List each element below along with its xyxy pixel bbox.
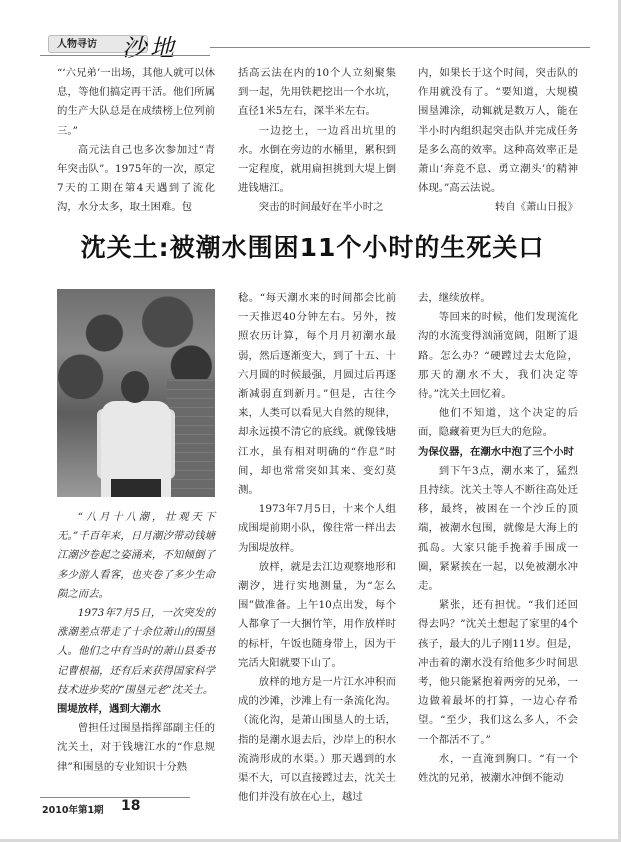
footer-rule: [40, 797, 190, 798]
paragraph: 1973年7月5日，十来个人组成围堤前期小队，像往常一样出去为围堤放样。: [238, 503, 396, 554]
paragraph: 放样，就是去江边观察地形和潮汐，进行实地测量，为“怎么围”做准备。上午10点出发，每个人都拿了一大捆竹竿，用作放样时的标杆，午饭也随身带上，因为干完活大阳就要下山了。: [238, 560, 396, 669]
paragraph: 稔。“每天潮水来的时间都会比前一天推迟40分钟左右。另外，按照农历计算，每个月月初潮水最弱，然后逐渐变大，到了十五、十六月圆的时候最强，月圆过后再逐渐减弱直到新月。”但是，古往今来，人类可以看见大自然的规律，却永远摸不清它的底线。就像钱塘江水，虽有相对明确的“作息”时间，却也常常突如其来、变幻莫测。: [238, 292, 396, 497]
article-column-2: [238, 289, 396, 807]
article-column-1: [57, 508, 215, 777]
page-header: [40, 30, 590, 60]
paragraph: 一边挖土，一边舀出坑里的水。水倒在旁边的水桶里，累积到一定程度，就用扁担挑到大堤上倒进钱塘江。: [238, 124, 396, 195]
top-column-3: [418, 64, 578, 218]
header-rule-left: [40, 55, 210, 56]
section-label: 人物寻访: [48, 35, 148, 53]
portrait-photo: [57, 289, 215, 497]
paragraph: 内，如果长于这个时间，突击队的作用就没有了。“要知道，大规模围垦滩涂，动辄就是数万人，能在半小时内组织起突击队并完成任务是多么高的效率。这种高效率正是萧山‘奔竞不息、勇立潮头’的精神体现。”高云法说。: [418, 67, 578, 195]
page-footer: [40, 797, 590, 817]
paragraph: 等回来的时候，他们发现流化沟的水流变得汹涌宽阔，阻断了退路。怎么办？“硬蹚过去太危险，那天的潮水不大，我们决定等待。”沈关土回忆着。: [418, 311, 578, 401]
top-column-1: [57, 64, 215, 218]
subheading: 围堤放样，遇到大潮水: [57, 703, 161, 716]
photo-head: [121, 371, 149, 403]
paragraph: 放样的地方是一片江水冲积而成的沙滩，沙滩上有一条流化沟。（流化沟，是萧山围垦人的土话，指的是潮水退去后，沙岸上的积水流淌形成的水渠。）那天遇到的水渠不大，可以直接蹚过去，沈关土他们并没有放在心上，越过: [238, 676, 396, 804]
paragraph: 括高云法在内的10个人立刻聚集到一起，先用铁耙挖出一个水坑，直径1米5左右，深半米左右。: [238, 67, 396, 118]
intro-caption: 1973年7月5日，一次突发的涨潮差点带走了十余位萧山的围垦人。他们之中有当时的萧山县委书记曹根福，还有后来获得国家科学技术进步奖的“围垦元老”沈关土。: [57, 607, 215, 696]
article-column-3: [418, 289, 578, 788]
paragraph: “‘六兄弟’一出场，其他人就可以休息，等他们搞定再干活。他们所属的生产大队总是在成绩榜上位列前三。”: [57, 67, 215, 137]
paragraph: 去，继续放样。: [418, 292, 491, 304]
photo-pants: [111, 479, 161, 497]
header-rule: [210, 47, 590, 48]
top-column-2: [238, 64, 396, 218]
section-script-title: 沙地: [122, 34, 178, 62]
page-number: 18: [121, 798, 141, 814]
paragraph: 紧张，还有担忧。“我们还回得去吗？”沈关土想起了家里的4个孩子，最大的儿子刚11岁。但是，冲击着的潮水没有给他多少时间思考，他只能紧抱着两旁的兄弟，一边做着最坏的打算，一边心存希望。“至少，我们这么多人，不会一个都活不了。”: [418, 599, 578, 746]
article-source: 转自《萧山日报》: [494, 201, 578, 214]
paragraph: 曾担任过围垦指挥部副主任的沈关土，对于钱塘江水的“作息规律”和围垦的专业知识十分熟: [57, 722, 215, 773]
article-title: 沈关土:被潮水围困11个小时的生死关口: [80, 233, 545, 262]
paragraph: 高元法自己也多次参加过“青年突击队”。1975年的一次，原定7天的工期在第4天遇到了流化沟，水分太多，取土困难。包: [57, 143, 215, 214]
intro-caption: “八月十八潮，壮观天下无。”千百年来，日月潮汐带动钱塘江潮汐卷起之姿涌来，不知倾倒了多少游人看客，也夹卷了多少生命陨之而去。: [57, 511, 215, 600]
paragraph: 突击的时间最好在半小时之: [258, 201, 384, 214]
paragraph: 他们不知道，这个决定的后面，隐藏着更为巨大的危险。: [418, 407, 578, 439]
issue-label: 2010年第1期: [42, 805, 104, 816]
subheading: 为保仪器，在潮水中泡了三个小时: [418, 445, 574, 458]
paragraph: 水，一直淹到胸口。“有一个姓沈的兄弟，被潮水冲倒不能动: [418, 752, 578, 785]
paragraph: 到下午3点，潮水来了，猛烈且持续。沈关土等人不断往高处迁移，最终，被困在一个沙丘的顶端，被潮水包围，就像是大海上的孤岛。大家只能手挽着手围成一圈，紧紧挨在一起，以免被潮水冲走。: [418, 464, 578, 593]
